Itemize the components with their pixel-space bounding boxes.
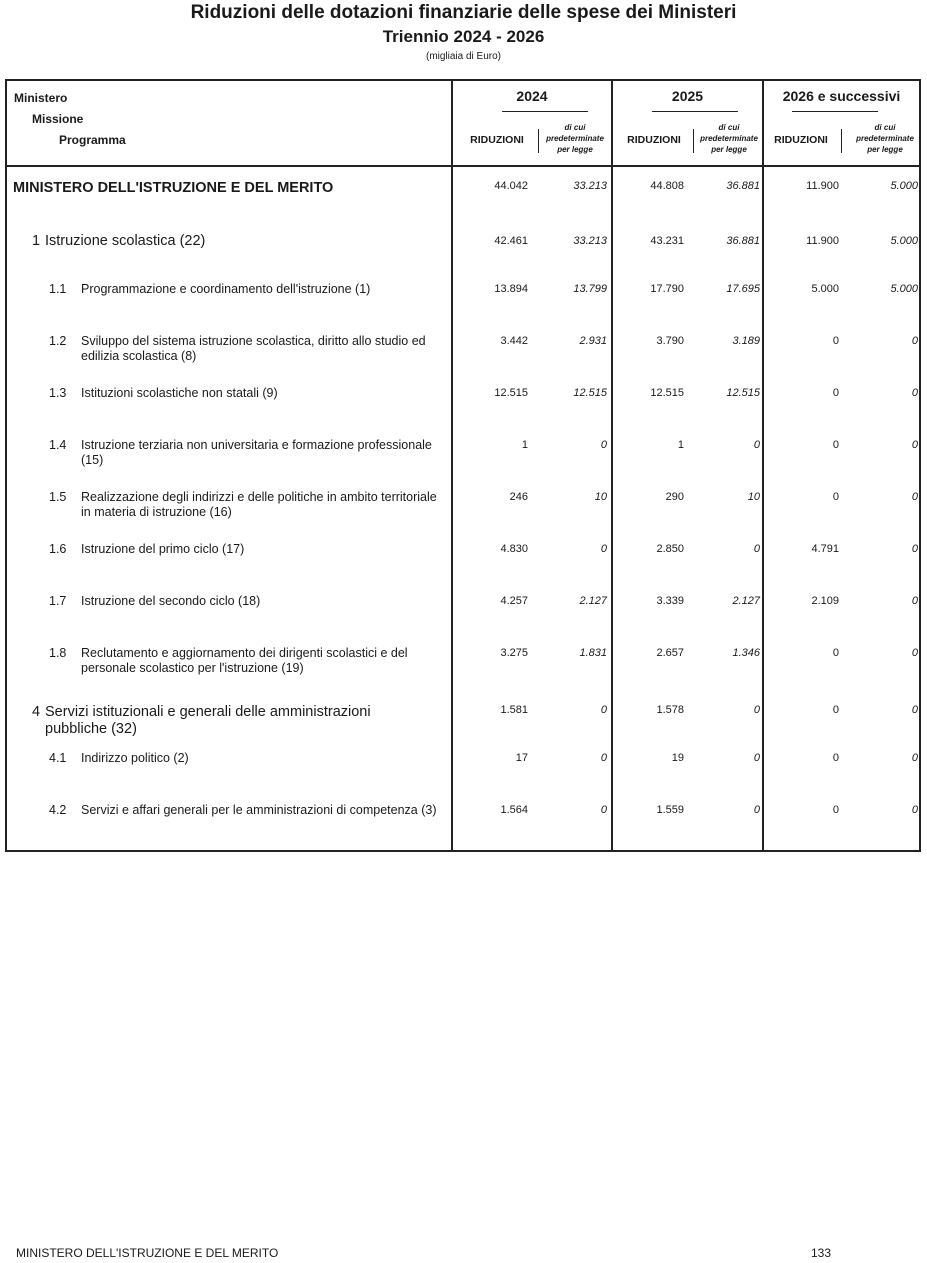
header-riduzioni-2026: RIDUZIONI bbox=[774, 134, 828, 146]
cell-riduzioni: 3.442 bbox=[500, 335, 528, 347]
cell-riduzioni: 0 bbox=[832, 647, 839, 659]
row-number: 1.2 bbox=[49, 334, 67, 348]
year-2024: 2024 bbox=[516, 88, 548, 104]
cell-predeterminate: 5.000 bbox=[890, 235, 918, 247]
header-programma: Programma bbox=[59, 133, 126, 147]
year-2024-rule bbox=[502, 111, 588, 112]
row-label: Realizzazione degli indirizzi e delle politiche in ambito territoriale in materia di istruzione (16) bbox=[81, 490, 437, 519]
cell-predeterminate: 0 bbox=[600, 804, 607, 816]
cell-predeterminate: 0 bbox=[911, 439, 918, 451]
cell-riduzioni: 0 bbox=[832, 335, 839, 347]
cell-riduzioni: 44.808 bbox=[650, 180, 684, 192]
cell-predeterminate: 0 bbox=[600, 752, 607, 764]
subheader-separator-2026 bbox=[841, 129, 842, 153]
cell-riduzioni: 3.790 bbox=[656, 335, 684, 347]
cell-predeterminate: 0 bbox=[600, 543, 607, 555]
unit-note: (migliaia di Euro) bbox=[425, 51, 502, 62]
cell-riduzioni: 4.257 bbox=[500, 595, 528, 607]
page-title: Riduzioni delle dotazioni finanziarie delle spese dei Ministeri bbox=[190, 2, 737, 23]
column-divider-2024 bbox=[451, 79, 453, 852]
dicui-line2: predeterminate bbox=[700, 134, 758, 143]
cell-predeterminate: 0 bbox=[753, 439, 760, 451]
cell-predeterminate: 0 bbox=[753, 704, 760, 716]
cell-riduzioni: 12.515 bbox=[650, 387, 684, 399]
row-label: Sviluppo del sistema istruzione scolastica, diritto allo studio ed edilizia scolastica (8) bbox=[81, 334, 426, 363]
cell-predeterminate: 0 bbox=[753, 804, 760, 816]
cell-predeterminate: 17.695 bbox=[726, 283, 760, 295]
cell-riduzioni: 1.564 bbox=[500, 804, 528, 816]
dicui-line2: predeterminate bbox=[546, 134, 604, 143]
cell-riduzioni: 12.515 bbox=[494, 387, 528, 399]
cell-riduzioni: 17 bbox=[515, 752, 528, 764]
footer-page-number: 133 bbox=[811, 1246, 832, 1260]
cell-riduzioni: 3.275 bbox=[500, 647, 528, 659]
cell-riduzioni: 17.790 bbox=[650, 283, 684, 295]
header-riduzioni-2025: RIDUZIONI bbox=[627, 134, 681, 146]
row-number: 1.6 bbox=[49, 542, 67, 556]
header-missione: Missione bbox=[32, 112, 84, 126]
cell-riduzioni: 1.559 bbox=[656, 804, 684, 816]
cell-predeterminate: 2.127 bbox=[732, 595, 760, 607]
year-2025-rule bbox=[652, 111, 738, 112]
header-dicui-2025 bbox=[695, 122, 763, 155]
row-number: 4.1 bbox=[49, 751, 67, 765]
cell-riduzioni: 1 bbox=[677, 439, 684, 451]
cell-riduzioni: 42.461 bbox=[494, 235, 528, 247]
row-label: Istruzione terziaria non universitaria e formazione professionale (15) bbox=[81, 438, 432, 467]
table-bottom-border bbox=[5, 850, 921, 852]
row-label: Istruzione del secondo ciclo (18) bbox=[81, 594, 261, 608]
cell-riduzioni: 1.578 bbox=[656, 704, 684, 716]
cell-riduzioni: 44.042 bbox=[494, 180, 528, 192]
cell-predeterminate: 0 bbox=[911, 804, 918, 816]
row-label: Servizi e affari generali per le amministrazioni di competenza (3) bbox=[81, 803, 437, 817]
dicui-line3: per legge bbox=[711, 145, 747, 154]
cell-riduzioni: 0 bbox=[832, 704, 839, 716]
cell-predeterminate: 0 bbox=[600, 704, 607, 716]
cell-riduzioni: 2.109 bbox=[811, 595, 839, 607]
cell-predeterminate: 0 bbox=[911, 491, 918, 503]
subheader-separator-2024 bbox=[538, 129, 539, 153]
row-number: 1.4 bbox=[49, 438, 67, 452]
cell-predeterminate: 0 bbox=[911, 704, 918, 716]
cell-riduzioni: 246 bbox=[509, 491, 528, 503]
cell-predeterminate: 0 bbox=[911, 387, 918, 399]
row-number: 1.8 bbox=[49, 646, 67, 660]
row-label: Istruzione scolastica (22) bbox=[45, 233, 206, 249]
cell-predeterminate: 0 bbox=[911, 543, 918, 555]
cell-riduzioni: 290 bbox=[665, 491, 684, 503]
row-label: Istituzioni scolastiche non statali (9) bbox=[81, 386, 278, 400]
year-2026-rule bbox=[792, 111, 878, 112]
header-bottom-border bbox=[5, 165, 921, 167]
cell-riduzioni: 0 bbox=[832, 439, 839, 451]
dicui-line1: di cui bbox=[564, 123, 586, 132]
cell-riduzioni: 4.791 bbox=[811, 543, 839, 555]
cell-riduzioni: 0 bbox=[832, 491, 839, 503]
header-dicui-2024 bbox=[540, 122, 610, 155]
cell-predeterminate: 2.127 bbox=[579, 595, 607, 607]
row-number: 1.5 bbox=[49, 490, 67, 504]
cell-predeterminate: 13.799 bbox=[573, 283, 607, 295]
row-number: 4.2 bbox=[49, 803, 67, 817]
row-label: Reclutamento e aggiornamento dei dirigenti scolastici e del personale scolastico per l'istruzione (19) bbox=[81, 646, 408, 675]
table-right-border bbox=[919, 79, 921, 852]
cell-predeterminate: 0 bbox=[753, 752, 760, 764]
table-left-border bbox=[5, 79, 7, 852]
cell-predeterminate: 2.931 bbox=[579, 335, 607, 347]
dicui-line1: di cui bbox=[718, 123, 740, 132]
row-number: 1.7 bbox=[49, 594, 67, 608]
cell-riduzioni: 11.900 bbox=[806, 180, 839, 192]
table-top-border bbox=[5, 79, 921, 81]
page-subtitle: Triennio 2024 - 2026 bbox=[382, 27, 545, 46]
row-label: Indirizzo politico (2) bbox=[81, 751, 189, 765]
cell-predeterminate: 0 bbox=[600, 439, 607, 451]
cell-riduzioni: 43.231 bbox=[650, 235, 684, 247]
row-label: MINISTERO DELL'ISTRUZIONE E DEL MERITO bbox=[13, 180, 334, 196]
header-ministero: Ministero bbox=[14, 91, 68, 105]
row-number: 1 bbox=[32, 233, 41, 249]
cell-predeterminate: 36.881 bbox=[726, 180, 760, 192]
cell-predeterminate: 0 bbox=[911, 752, 918, 764]
cell-predeterminate: 5.000 bbox=[890, 180, 918, 192]
cell-riduzioni: 5.000 bbox=[811, 283, 839, 295]
cell-predeterminate: 0 bbox=[911, 647, 918, 659]
cell-riduzioni: 0 bbox=[832, 752, 839, 764]
cell-riduzioni: 4.830 bbox=[500, 543, 528, 555]
row-number: 4 bbox=[32, 704, 41, 720]
cell-riduzioni: 19 bbox=[671, 752, 684, 764]
cell-predeterminate: 3.189 bbox=[732, 335, 760, 347]
cell-predeterminate: 1.831 bbox=[579, 647, 607, 659]
header-riduzioni-2024: RIDUZIONI bbox=[470, 134, 524, 146]
cell-predeterminate: 33.213 bbox=[573, 235, 607, 247]
footer-ministry: MINISTERO DELL'ISTRUZIONE E DEL MERITO bbox=[16, 1246, 279, 1260]
cell-predeterminate: 36.881 bbox=[726, 235, 760, 247]
dicui-line3: per legge bbox=[557, 145, 593, 154]
cell-predeterminate: 10 bbox=[594, 491, 607, 503]
header-dicui-2026 bbox=[850, 122, 920, 155]
subheader-separator-2025 bbox=[693, 129, 694, 153]
cell-riduzioni: 0 bbox=[832, 387, 839, 399]
cell-riduzioni: 2.657 bbox=[656, 647, 684, 659]
cell-predeterminate: 5.000 bbox=[890, 283, 918, 295]
dicui-line2: predeterminate bbox=[856, 134, 914, 143]
year-2025: 2025 bbox=[671, 88, 704, 104]
row-label: Istruzione del primo ciclo (17) bbox=[81, 542, 245, 556]
cell-riduzioni: 13.894 bbox=[494, 283, 528, 295]
cell-predeterminate: 0 bbox=[911, 595, 918, 607]
column-divider-2025 bbox=[611, 79, 613, 852]
year-2026: 2026 e successivi bbox=[782, 88, 901, 104]
dicui-line1: di cui bbox=[874, 123, 896, 132]
cell-predeterminate: 12.515 bbox=[726, 387, 760, 399]
cell-riduzioni: 1 bbox=[521, 439, 528, 451]
cell-riduzioni: 11.900 bbox=[806, 235, 839, 247]
row-label: Servizi istituzionali e generali delle amministrazioni pubbliche (32) bbox=[45, 704, 371, 737]
cell-riduzioni: 1.581 bbox=[500, 704, 528, 716]
cell-riduzioni: 0 bbox=[832, 804, 839, 816]
cell-predeterminate: 33.213 bbox=[573, 180, 607, 192]
dicui-line3: per legge bbox=[867, 145, 903, 154]
row-label: Programmazione e coordinamento dell'istruzione (1) bbox=[81, 282, 371, 296]
cell-riduzioni: 3.339 bbox=[656, 595, 684, 607]
cell-predeterminate: 0 bbox=[911, 335, 918, 347]
row-number: 1.1 bbox=[49, 282, 67, 296]
row-number: 1.3 bbox=[49, 386, 67, 400]
cell-predeterminate: 10 bbox=[747, 491, 760, 503]
cell-predeterminate: 1.346 bbox=[732, 647, 760, 659]
cell-riduzioni: 2.850 bbox=[656, 543, 684, 555]
cell-predeterminate: 0 bbox=[753, 543, 760, 555]
column-divider-2026 bbox=[762, 79, 764, 852]
cell-predeterminate: 12.515 bbox=[573, 387, 607, 399]
